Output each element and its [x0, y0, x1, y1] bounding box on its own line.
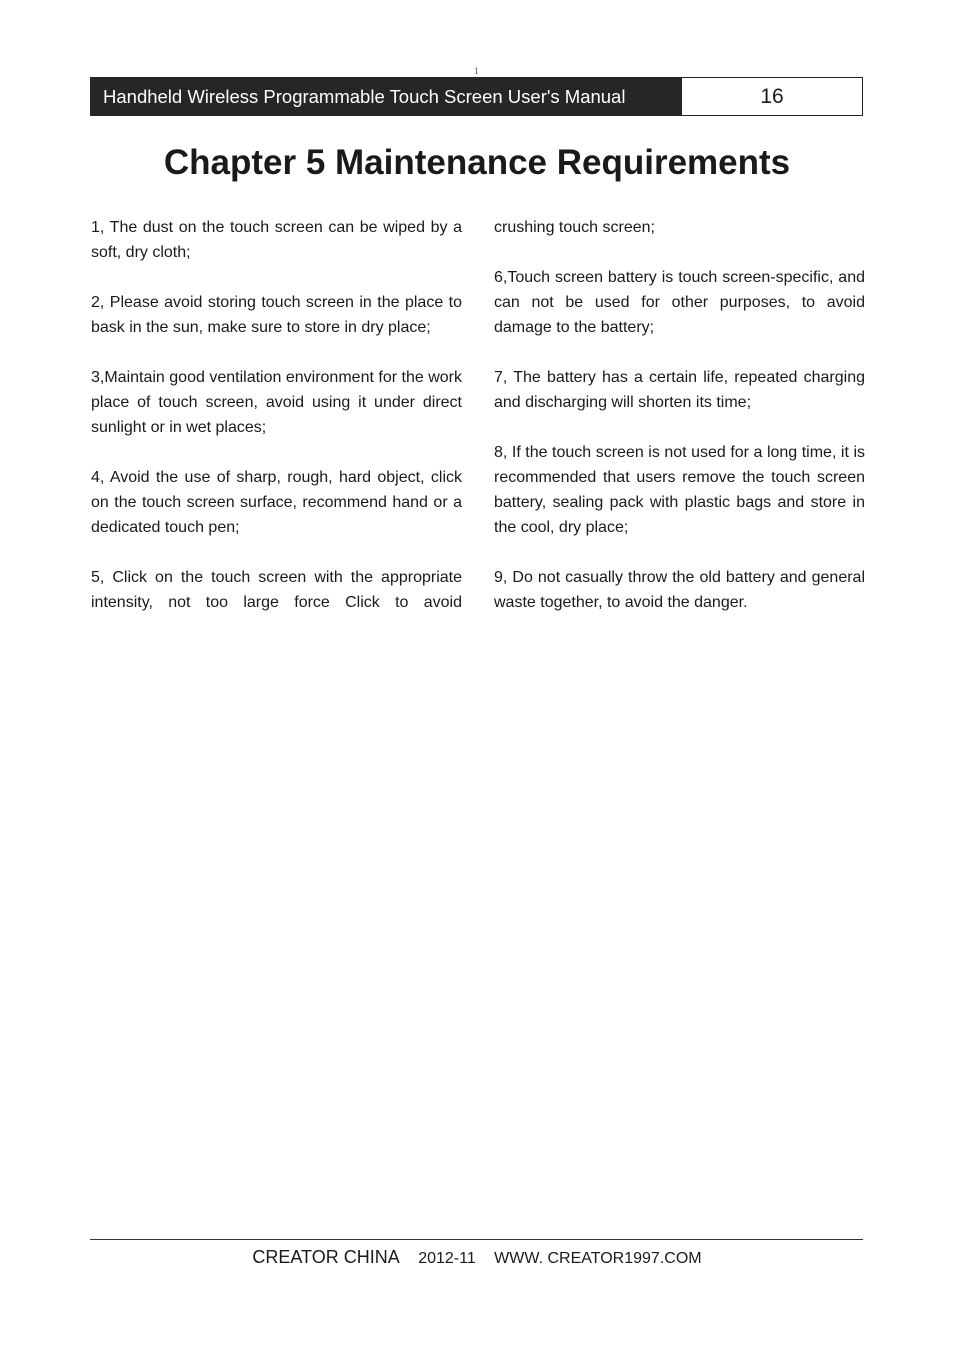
maintenance-item-5-continued: crushing touch screen;: [494, 219, 655, 236]
maintenance-item-8: 8, If the touch screen is not used for a long time, it is recommended that users remove the touch screen battery, sealing pack with plastic bags and store in the cool, dry place;: [494, 444, 865, 536]
left-column: [91, 215, 462, 615]
maintenance-item-3: 3,Maintain good ventilation environment for the work place of touch screen, avoid using it under direct sunlight or in wet places;: [91, 369, 462, 436]
maintenance-item-9: 9, Do not casually throw the old battery and general waste together, to avoid the danger.: [494, 569, 865, 611]
maintenance-item-5: 5, Click on the touch screen with the appropriate intensity, not too large force Click to avoid: [91, 569, 462, 611]
maintenance-item-7: 7, The battery has a certain life, repeated charging and discharging will shorten its time;: [494, 369, 865, 411]
top-page-mark: 1: [474, 66, 479, 76]
maintenance-item-2: 2, Please avoid storing touch screen in the place to bask in the sun, make sure to store in dry place;: [91, 294, 462, 336]
maintenance-item-4: 4, Avoid the use of sharp, rough, hard object, click on the touch screen surface, recommend hand or a dedicated touch pen;: [91, 469, 462, 536]
page-number: 16: [681, 77, 863, 116]
chapter-title: Chapter 5 Maintenance Requirements: [163, 143, 791, 182]
maintenance-item-1: 1, The dust on the touch screen can be wiped by a soft, dry cloth;: [91, 219, 462, 261]
footer-divider: [90, 1239, 863, 1240]
manual-title: Handheld Wireless Programmable Touch Screen User's Manual: [90, 77, 681, 116]
footer-company: CREATOR CHINA: [252, 1247, 400, 1267]
right-column: [494, 215, 865, 640]
page-footer: [0, 1247, 954, 1268]
maintenance-item-6: 6,Touch screen battery is touch screen-specific, and can not be used for other purposes, to avoid damage to the battery;: [494, 269, 865, 336]
footer-website: WWW. CREATOR1997.COM: [494, 1250, 702, 1267]
footer-date: 2012-11: [418, 1250, 476, 1267]
page-header: [90, 77, 863, 116]
